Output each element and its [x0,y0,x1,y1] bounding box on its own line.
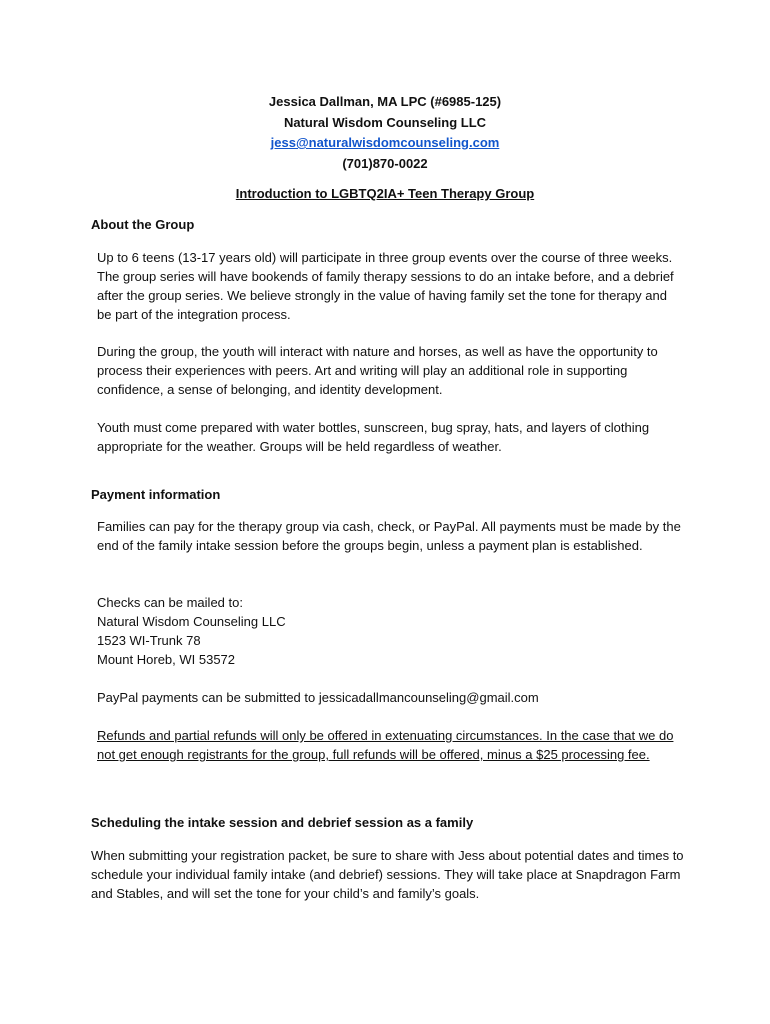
about-paragraph-1: Up to 6 teens (13-17 years old) will participate in three group events over the course of three weeks. The group series will have bookends of family therapy sessions to do an intake before, and a debrief after the group series. We believe strongly in the value of having family set the tone for therapy and be part of the integration process. [97,250,674,322]
organization-name: Natural Wisdom Counseling LLC [283,114,487,130]
payment-paragraph: Families can pay for the therapy group via cash, check, or PayPal. All payments must be made by the end of the family intake session before the groups begin, unless a payment plan is established. [97,519,681,553]
scheduling-paragraph: When submitting your registration packet, be sure to share with Jess about potential dates and times to schedule your individual family intake (and debrief) sessions. They will take place at Snapdragon Farm and Stables, and will set the tone for your child’s and family’s goals. [91,848,684,901]
about-heading: About the Group [91,217,195,232]
phone-number: (701)870-0022 [342,155,428,171]
document-title: Introduction to LGBTQ2IA+ Teen Therapy Group [235,186,535,201]
paypal-info: PayPal payments can be submitted to jessicadallmancounseling@gmail.com [97,690,539,705]
mailing-address [97,593,682,669]
email-link[interactable]: jess@naturalwisdomcounseling.com [270,135,500,150]
mail-intro: Checks can be mailed to: [97,595,243,610]
payment-heading: Payment information [91,487,221,502]
mail-recipient: Natural Wisdom Counseling LLC [97,614,286,629]
mail-street: 1523 WI-Trunk 78 [97,633,201,648]
about-paragraph-3: Youth must come prepared with water bottles, sunscreen, bug spray, hats, and layers of clothing appropriate for the weather. Groups will be held regardless of weather. [97,420,650,454]
author-name: Jessica Dallman, MA LPC (#6985-125) [268,94,502,109]
refund-policy: Refunds and partial refunds will only be offered in extenuating circumstances. In the case that we do not get enough registrants for the group, full refunds will be offered, minus a $25 processing fee. [97,728,674,762]
scheduling-heading: Scheduling the intake session and debrief session as a family [91,815,474,830]
letterhead [0,92,770,174]
mail-city: Mount Horeb, WI 53572 [97,652,236,667]
about-paragraph-2: During the group, the youth will interact with nature and horses, as well as have the opportunity to process their experiences with peers. Art and writing will play an additional role in supporting confidence, a sense of belonging, and identity development. [97,344,658,397]
